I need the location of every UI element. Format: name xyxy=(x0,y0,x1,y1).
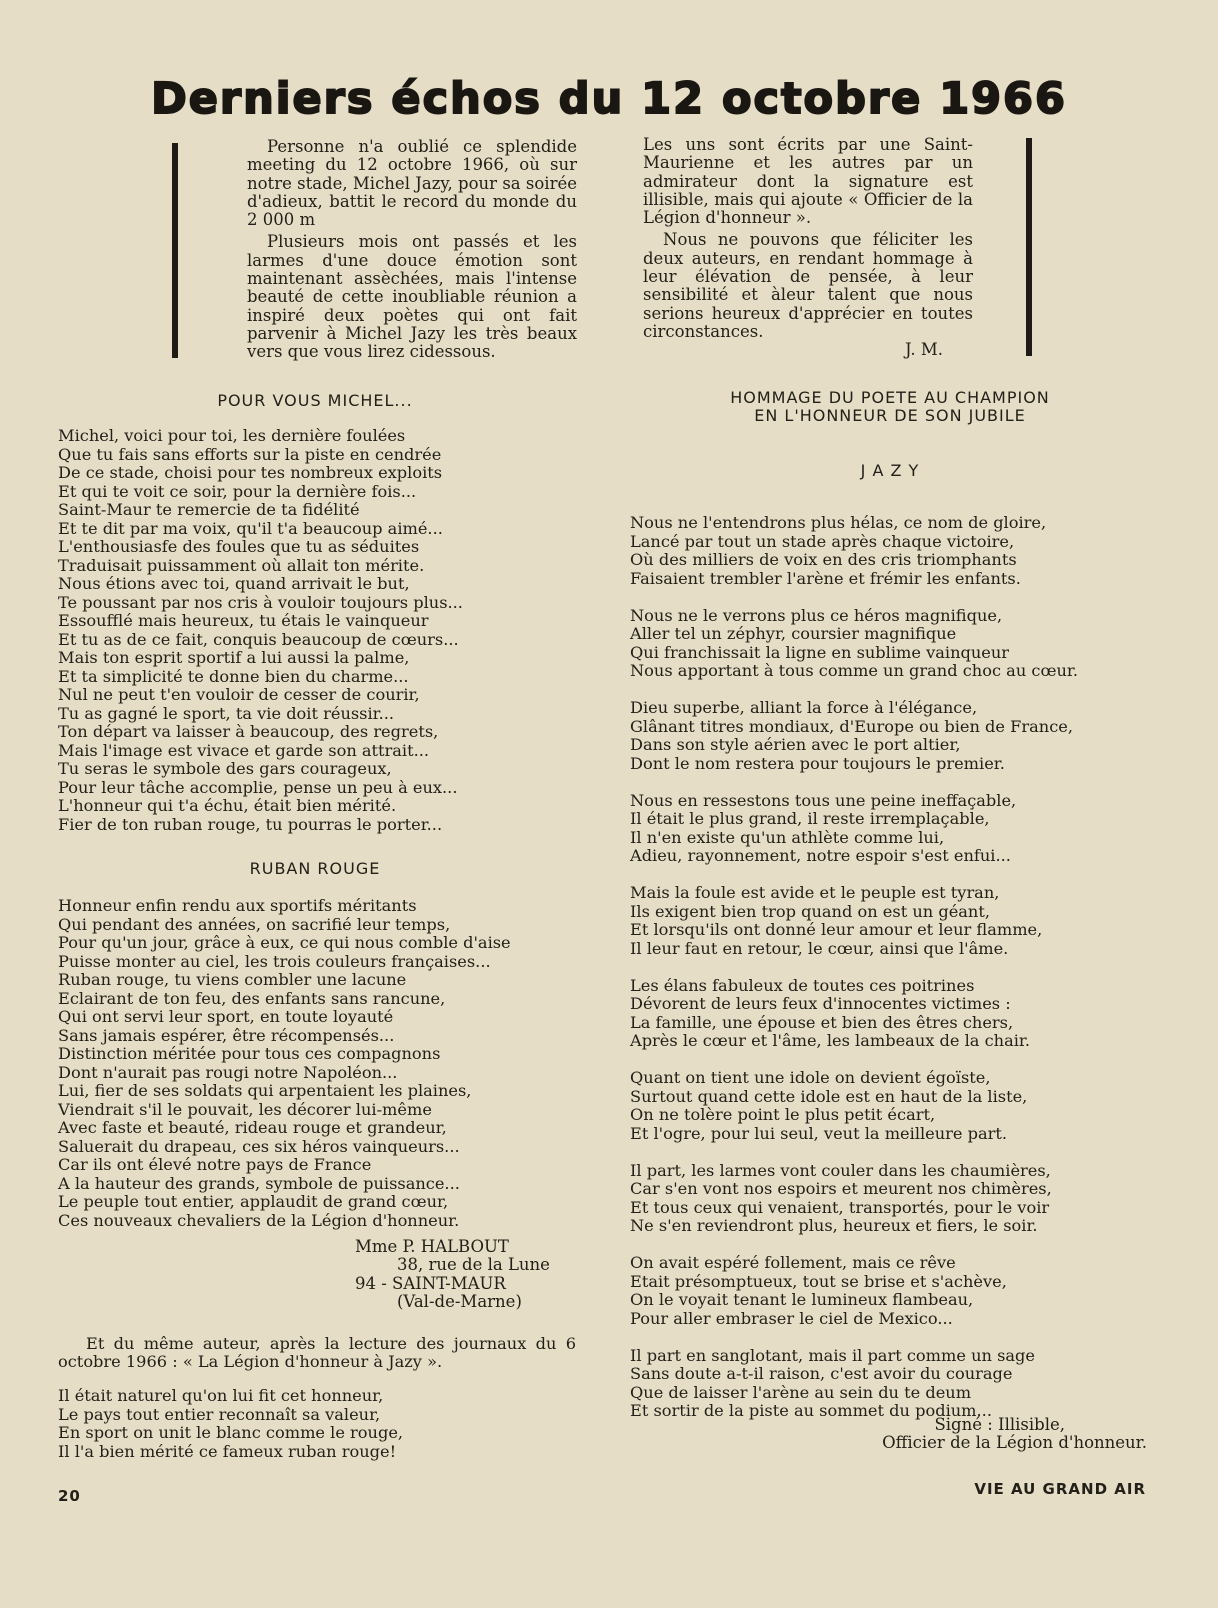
stanza-gap xyxy=(630,773,1078,792)
verse-line: Il leur faut en retour, le cœur, ainsi que l'âme. xyxy=(630,938,1009,958)
extra-verses xyxy=(58,1387,403,1461)
verse-line: Il part, les larmes vont couler dans les chaumières, xyxy=(630,1160,1051,1180)
author-address xyxy=(355,1238,550,1311)
verse-line: Saluerait du drapeau, ces six héros vainqueurs... xyxy=(58,1136,460,1156)
verse-line: Pour aller embraser le ciel de Mexico... xyxy=(630,1308,953,1328)
verse-line: Puisse monter au ciel, les trois couleurs françaises... xyxy=(58,951,491,971)
poem1-title: POUR VOUS MICHEL... xyxy=(217,391,413,410)
left-bracket-rule xyxy=(172,143,178,358)
verse-line: Glânant titres mondiaux, d'Europe ou bien de France, xyxy=(630,716,1073,736)
verse-line: Fier de ton ruban rouge, tu pourras le porter... xyxy=(58,814,443,834)
verse-line: Pour leur tâche accomplie, pense un peu à eux... xyxy=(58,777,458,797)
intro-right-column xyxy=(643,136,973,360)
verse-line: Mais la foule est avide et le peuple est tyran, xyxy=(630,883,1000,902)
verse-line: Michel, voici pour toi, les dernière foulées xyxy=(58,426,406,445)
verse-line: Dans son style aérien avec le port altier, xyxy=(630,735,961,754)
stanza-gap xyxy=(630,1328,1078,1347)
verse-line: En sport on unit le blanc comme le rouge, xyxy=(58,1423,404,1442)
stanza-gap xyxy=(630,866,1078,885)
verse-line: Dont n'aurait pas rougi notre Napoléon... xyxy=(58,1062,398,1082)
verse-line: Et l'ogre, pour lui seul, veut la meilleure part. xyxy=(630,1123,1008,1143)
verse-line: Et ta simplicité te donne bien du charme... xyxy=(58,666,409,686)
poem3-title xyxy=(630,389,1150,425)
verse-line: Dévorent de leurs feux d'innocentes victimes : xyxy=(630,994,1011,1013)
verse-line: Et tous ceux qui venaient, transportés, pour le voir xyxy=(630,1197,1050,1217)
verse-line: Le peuple tout entier, applaudit de grand cœur, xyxy=(58,1192,449,1211)
verse-line: Il l'a bien mérité ce fameux ruban rouge! xyxy=(58,1441,397,1461)
verse-line: Nous en ressestons tous une peine ineffaçable, xyxy=(630,790,1017,810)
verse-line: Etait présomptueux, tout se brise et s'achève, xyxy=(630,1271,1007,1291)
verse-line: Et qui te voit ce soir, pour la dernière fois... xyxy=(58,481,417,501)
verse-line: Il était le plus grand, il reste irremplaçable, xyxy=(630,809,990,828)
verse-line: Ton départ va laisser à beaucoup, des regrets, xyxy=(58,722,439,741)
verse-line: Nul ne peut t'en vouloir de cesser de courir, xyxy=(58,685,420,704)
author-street: 38, rue de la Lune xyxy=(397,1255,550,1275)
verse-line: Adieu, rayonnement, notre espoir s'est enfui... xyxy=(630,846,1011,865)
verse-line: Qui franchissait la ligne en sublime vainqueur xyxy=(630,642,1010,662)
page-number: 20 xyxy=(58,1487,81,1505)
verse-line: Ruban rouge, tu viens combler une lacune xyxy=(58,970,407,989)
stanza-gap xyxy=(630,1051,1078,1070)
intro-paragraph: Les uns sont écrits par une Saint-Maurienne et les autres par un admirateur dont la signature est illisible, mais qui ajoute « Officier de la Légion d'honneur ». xyxy=(643,135,973,228)
verse-line: Pour qu'un jour, grâce à eux, ce qui nous comble d'aise xyxy=(58,933,511,952)
verse-line: Où des milliers de voix en des cris triomphants xyxy=(630,550,1017,569)
author-name: Mme P. HALBOUT xyxy=(355,1237,509,1256)
verse-line: Car s'en vont nos espoirs et meurent nos chimères, xyxy=(630,1179,1052,1198)
verse-line: Mais ton esprit sportif a lui aussi la palme, xyxy=(58,648,410,667)
verse-line: Te poussant par nos cris à vouloir toujours plus... xyxy=(58,592,463,612)
verse-line: Ces nouveaux chevaliers de la Légion d'honneur. xyxy=(58,1210,460,1230)
verse-line: Ne s'en reviendront plus, heureux et fiers, le soir. xyxy=(630,1216,1038,1235)
author-region: (Val-de-Marne) xyxy=(397,1291,522,1311)
verse-line: Dieu superbe, alliant la force à l'élégance, xyxy=(630,698,978,717)
stanza-gap xyxy=(630,1143,1078,1162)
verse-line: Ils exigent bien trop quand on est un géant, xyxy=(630,901,991,921)
verse-line: Car ils ont élevé notre pays de France xyxy=(58,1155,372,1174)
verse-line: Quant on tient une idole on devient égoïste, xyxy=(630,1068,991,1087)
verse-line: Eclairant de ton feu, des enfants sans rancune, xyxy=(58,988,446,1008)
verse-line: Saint-Maur te remercie de ta fidélité xyxy=(58,500,360,519)
verse-line: L'enthousiasfe des foules que tu as séduites xyxy=(58,537,420,556)
author-city: 94 - SAINT-MAUR xyxy=(355,1273,506,1293)
poem3-title-line2: EN L'HONNEUR DE SON JUBILE xyxy=(754,406,1026,425)
page-title: Derniers échos du 12 octobre 1966 xyxy=(151,74,1067,124)
verse-line: On le voyait tenant le lumineux flambeau, xyxy=(630,1290,974,1309)
verse-line: A la hauteur des grands, symbole de puissance... xyxy=(58,1173,460,1193)
verse-line: Traduisait puissamment où allait ton mérite. xyxy=(58,555,425,575)
verse-line: Que tu fais sans efforts sur la piste en cendrée xyxy=(58,444,442,464)
extra-intro-text: Et du même auteur, après la lecture des journaux du 6 octobre 1966 : « La Légion d'honneur à Jazy ». xyxy=(58,1334,576,1372)
verse-line: Qui pendant des années, on sacrifié leur temps, xyxy=(58,914,451,934)
poem3-signature xyxy=(630,1416,1147,1453)
poem3-signature-line1: Signé : Illisible, xyxy=(934,1415,1065,1434)
verse-line: La famille, une épouse et bien des êtres chers, xyxy=(630,1012,1014,1032)
verse-line: Aller tel un zéphyr, coursier magnifique xyxy=(630,624,957,643)
verse-line: Sans doute a-t-il raison, c'est avoir du courage xyxy=(630,1364,1013,1383)
poem3-verses xyxy=(630,514,1078,1421)
verse-line: Tu as gagné le sport, ta vie doit réussir... xyxy=(58,703,395,723)
intro-signature: J. M. xyxy=(905,340,943,360)
stanza-gap xyxy=(630,681,1078,700)
verse-line: Et tu as de ce fait, conquis beaucoup de cœurs... xyxy=(58,629,459,649)
magazine-name: VIE AU GRAND AIR xyxy=(974,1480,1146,1498)
poem1-verses xyxy=(58,427,463,834)
verse-line: Les élans fabuleux de toutes ces poitrines xyxy=(630,975,975,995)
verse-line: Essoufflé mais heureux, tu étais le vainqueur xyxy=(58,611,429,630)
verse-line: Le pays tout entier reconnaît sa valeur, xyxy=(58,1404,381,1424)
poem2-verses xyxy=(58,897,511,1230)
verse-line: Nous ne l'entendrons plus hélas, ce nom de gloire, xyxy=(630,513,1047,532)
poem2-title: RUBAN ROUGE xyxy=(249,859,381,878)
verse-line: Et te dit par ma voix, qu'il t'a beaucoup aimé... xyxy=(58,518,443,538)
verse-line: On avait espéré follement, mais ce rêve xyxy=(630,1253,956,1272)
verse-line: Dont le nom restera pour toujours le premier. xyxy=(630,753,1005,773)
verse-line: De ce stade, choisi pour tes nombreux exploits xyxy=(58,463,443,482)
intro-left-column xyxy=(247,138,577,362)
verse-line: Il était naturel qu'on lui fit cet honneur, xyxy=(58,1386,384,1405)
verse-line: Il part en sanglotant, mais il part comme un sage xyxy=(630,1345,1035,1365)
intro-paragraph: Nous ne pouvons que féliciter les deux auteurs, en rendant hommage à leur élévation de pensée, à leur sensibilité et àleur talent que nous serions heureux d'apprécier en toutes circonstances. xyxy=(643,230,973,341)
poem3-subtitle: J A Z Y xyxy=(860,461,920,480)
verse-line: Nous apportant à tous comme un grand choc au cœur. xyxy=(630,661,1078,680)
verse-line: L'honneur qui t'a échu, était bien mérité. xyxy=(58,796,397,815)
verse-line: Tu seras le symbole des gars courageux, xyxy=(58,759,392,778)
intro-paragraph: Personne n'a oublié ce splendide meeting du 12 octobre 1966, où sur notre stade, Michel Jazy, pour sa soirée d'adieux, battit le record du monde du 2 000 m xyxy=(247,137,577,230)
verse-line: Distinction méritée pour tous ces compagnons xyxy=(58,1044,441,1063)
stanza-gap xyxy=(630,958,1078,977)
verse-line: Et sortir de la piste au sommet du podium... xyxy=(630,1401,992,1420)
verse-line: Honneur enfin rendu aux sportifs méritants xyxy=(58,896,417,915)
stanza-gap xyxy=(630,588,1078,607)
verse-line: Après le cœur et l'âme, les lambeaux de la chair. xyxy=(630,1031,1030,1050)
verse-line: Surtout quand cette idole est en haut de la liste, xyxy=(630,1086,1028,1106)
verse-line: Lui, fier de ses soldats qui arpentaient les plaines, xyxy=(58,1081,472,1100)
verse-line: Et lorsqu'ils ont donné leur amour et leur flamme, xyxy=(630,920,1043,939)
verse-line: On ne tolère point le plus petit écart, xyxy=(630,1105,936,1124)
verse-line: Avec faste et beauté, rideau rouge et grandeur, xyxy=(58,1118,447,1137)
verse-line: Que de laisser l'arène au sein du te deum xyxy=(630,1382,972,1402)
verse-line: Nous ne le verrons plus ce héros magnifique, xyxy=(630,605,1003,625)
verse-line: Il n'en existe qu'un athlète comme lui, xyxy=(630,827,945,847)
verse-line: Lancé par tout un stade après chaque victoire, xyxy=(630,531,1015,551)
verse-line: Qui ont servi leur sport, en toute loyauté xyxy=(58,1007,394,1026)
verse-line: Viendrait s'il le pouvait, les décorer lui-même xyxy=(58,1099,432,1119)
intro-paragraph: Plusieurs mois ont passés et les larmes d'une douce émotion sont maintenant assèchées, mais l'intense beauté de cette inoubliable réunion a inspiré deux poètes qui ont fait parvenir à Michel Jazy les très beaux vers que vous lirez cidessous. xyxy=(247,232,577,362)
right-bracket-rule xyxy=(1026,138,1032,356)
verse-line: Mais l'image est vivace et garde son attrait... xyxy=(58,740,430,760)
verse-line: Nous étions avec toi, quand arrivait le but, xyxy=(58,574,410,593)
poem3-signature-line2: Officier de la Légion d'honneur. xyxy=(882,1433,1147,1453)
stanza-gap xyxy=(630,1236,1078,1255)
poem3-title-line1: HOMMAGE DU POETE AU CHAMPION xyxy=(730,388,1050,407)
extra-intro xyxy=(58,1335,576,1372)
verse-line: Sans jamais espérer, être récompensés... xyxy=(58,1025,395,1045)
verse-line: Faisaient trembler l'arène et frémir les enfants. xyxy=(630,568,1021,588)
